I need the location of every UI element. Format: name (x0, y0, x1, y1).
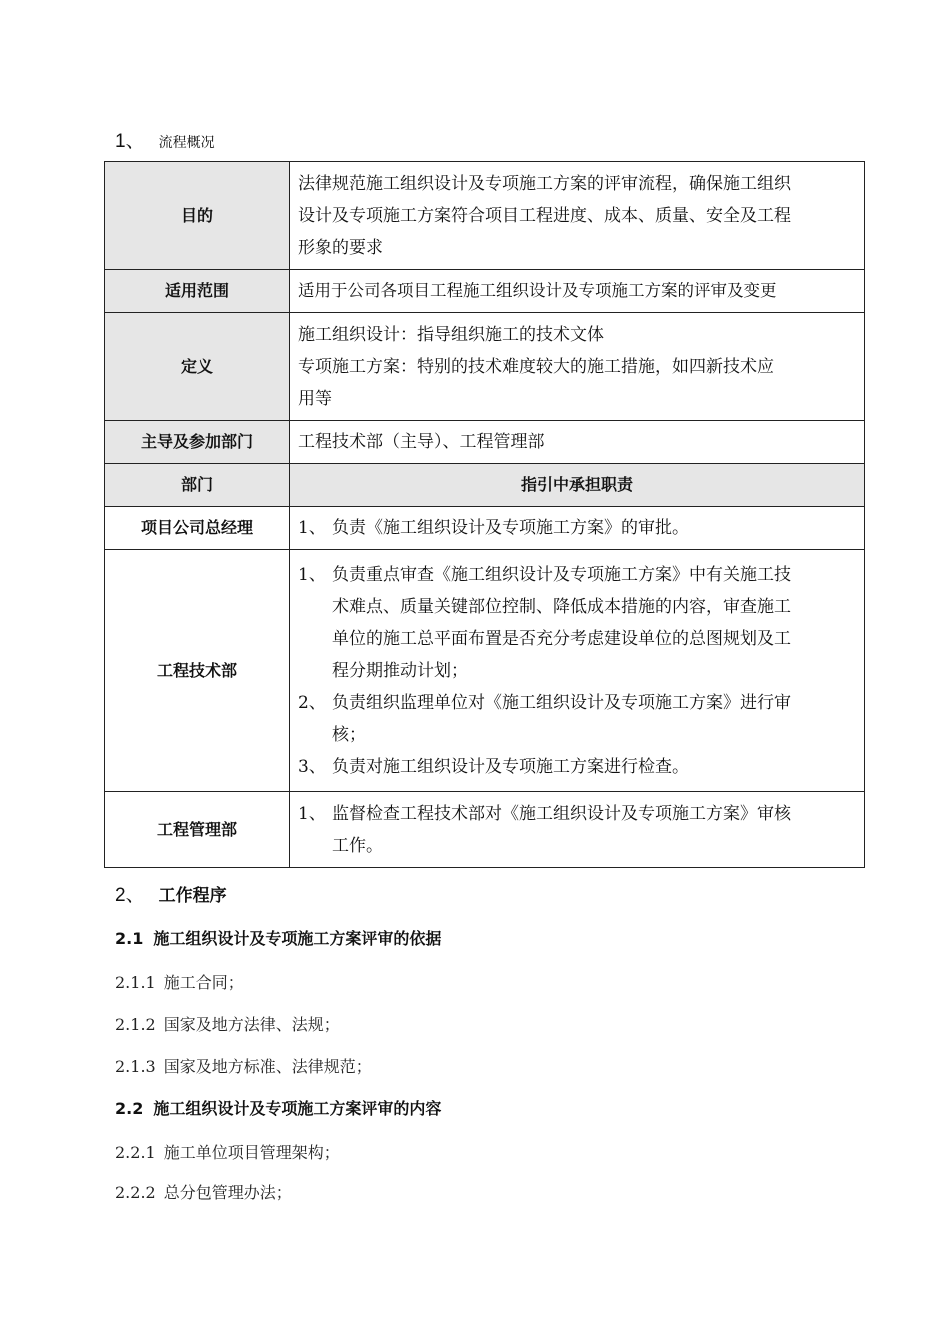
item-text (332, 687, 791, 751)
purpose-line: 设计及专项施工方案符合项目工程进度、成本、质量、安全及工程 (298, 205, 791, 226)
table-row-purpose (105, 162, 865, 270)
section-1-heading (115, 126, 215, 153)
item-text (332, 559, 791, 687)
item-number: 2.1.1 (115, 973, 156, 992)
scope-text: 适用于公司各项目工程施工组织设计及专项施工方案的评审及变更 (290, 270, 865, 313)
item-text: 总分包管理办法； (163, 1183, 292, 1202)
departments-label: 主导及参加部门 (105, 421, 290, 464)
item-2-1-3 (115, 1054, 372, 1077)
table-row-mgmt (105, 792, 865, 868)
section-2-title: 工作程序 (158, 886, 227, 906)
item-line: 术难点、质量关键部位控制、降低成本措施的内容，审查施工 (332, 596, 791, 617)
item-text (332, 798, 791, 862)
duty-cell (290, 792, 865, 868)
subsection-title: 施工组织设计及专项施工方案评审的依据 (153, 929, 442, 948)
item-line: 负责重点审查《施工组织设计及专项施工方案》中有关施工技 (332, 564, 791, 585)
section-1-title: 流程概况 (158, 135, 215, 151)
item-2-1-2 (115, 1012, 340, 1035)
duty-item (298, 512, 856, 544)
item-number: 2.2.1 (115, 1143, 156, 1162)
purpose-text (290, 162, 865, 270)
section-2-number: 2、 (115, 885, 145, 906)
duty-cell (290, 507, 865, 550)
definition-line: 施工组织设计：指导组织施工的技术文体 (298, 324, 604, 345)
subsection-2-2 (115, 1096, 441, 1119)
dept-name: 工程管理部 (105, 792, 290, 868)
item-text: 负责《施工组织设计及专项施工方案》的审批。 (332, 518, 689, 538)
item-number: 1、 (298, 803, 326, 824)
subsection-2-1 (115, 926, 441, 949)
table-header-row (105, 464, 865, 507)
item-number: 2.1.2 (115, 1015, 156, 1034)
item-line: 核； (332, 724, 366, 745)
table-row-definition (105, 313, 865, 421)
item-line: 单位的施工总平面布置是否充分考虑建设单位的总图规划及工 (332, 628, 791, 649)
item-number: 1、 (298, 518, 326, 538)
purpose-label: 目的 (105, 162, 290, 270)
item-2-2-2 (115, 1180, 292, 1203)
table-row-gm (105, 507, 865, 550)
item-line: 工作。 (332, 835, 383, 856)
duty-item (298, 687, 856, 751)
departments-text: 工程技术部（主导）、工程管理部 (290, 421, 865, 464)
subsection-number: 2.1 (115, 929, 144, 948)
table-row-tech (105, 550, 865, 792)
item-number: 3、 (298, 756, 326, 777)
duty-cell (290, 550, 865, 792)
item-number: 2.1.3 (115, 1057, 156, 1076)
scope-label: 适用范围 (105, 270, 290, 313)
item-number: 1、 (298, 564, 326, 585)
duty-item (298, 751, 856, 783)
header-dept: 部门 (105, 464, 290, 507)
subsection-title: 施工组织设计及专项施工方案评审的内容 (153, 1099, 442, 1118)
header-duty: 指引中承担职责 (290, 464, 865, 507)
definition-line: 专项施工方案：特别的技术难度较大的施工措施，如四新技术应 (298, 356, 774, 377)
definition-text (290, 313, 865, 421)
item-number: 2、 (298, 692, 326, 713)
table-row-departments (105, 421, 865, 464)
item-text: 国家及地方标准、法律规范； (163, 1057, 372, 1076)
item-line: 监督检查工程技术部对《施工组织设计及专项施工方案》审核 (332, 803, 791, 824)
purpose-line: 法律规范施工组织设计及专项施工方案的评审流程，确保施工组织 (298, 173, 791, 194)
duty-item (298, 798, 856, 862)
section-1-number: 1、 (115, 131, 145, 152)
dept-name: 项目公司总经理 (105, 507, 290, 550)
item-text: 施工单位项目管理架构； (163, 1143, 340, 1162)
dept-name: 工程技术部 (105, 550, 290, 792)
table-row-scope (105, 270, 865, 313)
purpose-line: 形象的要求 (298, 237, 383, 258)
section-2-heading (115, 880, 227, 907)
item-2-1-1 (115, 970, 244, 993)
item-line: 程分期推动计划； (332, 660, 468, 681)
process-table (104, 161, 865, 868)
duty-item (298, 559, 856, 687)
definition-line: 用等 (298, 388, 332, 409)
subsection-number: 2.2 (115, 1099, 144, 1118)
item-number: 2.2.2 (115, 1183, 156, 1202)
item-text: 负责对施工组织设计及专项施工方案进行检查。 (332, 756, 689, 777)
item-text: 施工合同； (163, 973, 244, 992)
definition-label: 定义 (105, 313, 290, 421)
item-line: 负责组织监理单位对《施工组织设计及专项施工方案》进行审 (332, 692, 791, 713)
item-text: 国家及地方法律、法规； (163, 1015, 340, 1034)
item-2-2-1 (115, 1140, 340, 1163)
